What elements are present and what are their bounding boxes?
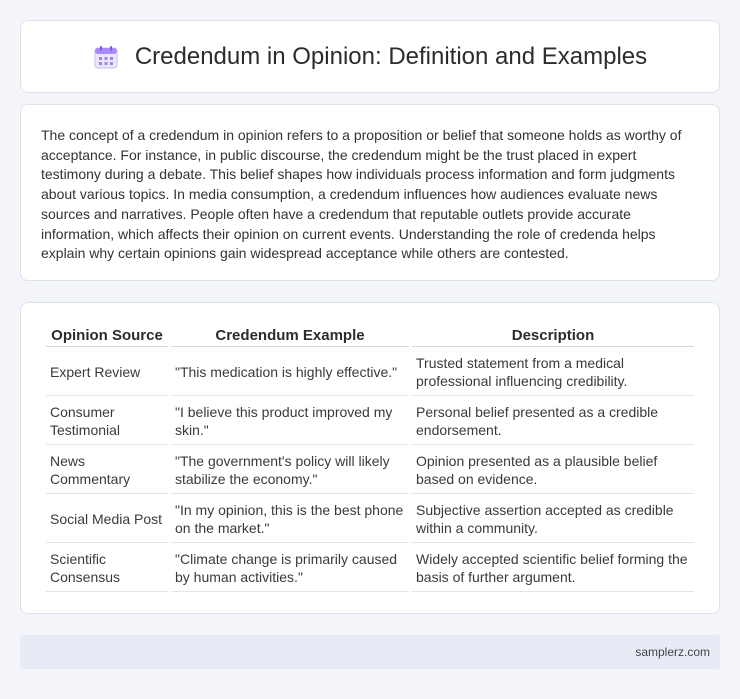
credendum-table — [43, 323, 697, 592]
cell-source: Scientific Consensus — [46, 543, 168, 592]
cell-description: Widely accepted scientific belief forming the basis of further argument. — [412, 543, 694, 592]
cell-example: "I believe this product improved my skin." — [171, 396, 409, 445]
table-row — [46, 494, 694, 543]
footer-site-link[interactable]: samplerz.com — [635, 645, 710, 659]
cell-source: Social Media Post — [46, 494, 168, 543]
table-row — [46, 445, 694, 494]
calendar-icon — [93, 44, 119, 70]
table-row — [46, 543, 694, 592]
table-row — [46, 396, 694, 445]
footer — [20, 635, 720, 669]
cell-description: Personal belief presented as a credible endorsement. — [412, 396, 694, 445]
cell-description: Opinion presented as a plausible belief based on evidence. — [412, 445, 694, 494]
table-row — [46, 347, 694, 396]
table-card — [20, 302, 720, 614]
header-opinion-source: Opinion Source — [46, 323, 168, 347]
cell-description: Subjective assertion accepted as credible within a community. — [412, 494, 694, 543]
intro-paragraph: The concept of a credendum in opinion refers to a proposition or belief that someone holds as worthy of acceptance. For instance, in public discourse, the credendum might be the trust placed in expert testimony during a debate. This belief shapes how individuals process information and form judgments about various topics. In media consumption, a credendum influences how audiences evaluate news sources and narratives. People often have a credendum that reputable outlets provide accurate information, which affects their opinion on current events. Understanding the role of credenda helps explain why certain opinions gain widespread acceptance while others are contested. — [41, 127, 682, 262]
page-title: Credendum in Opinion: Definition and Examples — [134, 42, 648, 70]
cell-example: "In my opinion, this is the best phone on the market." — [171, 494, 409, 543]
cell-example: "This medication is highly effective." — [171, 347, 409, 396]
title-card — [20, 20, 720, 93]
cell-source: News Commentary — [46, 445, 168, 494]
header-description: Description — [412, 323, 694, 347]
table-header-row — [46, 323, 694, 347]
intro-card — [20, 104, 720, 281]
cell-example: "Climate change is primarily caused by human activities." — [171, 543, 409, 592]
cell-description: Trusted statement from a medical professional influencing credibility. — [412, 347, 694, 396]
cell-source: Consumer Testimonial — [46, 396, 168, 445]
cell-example: "The government's policy will likely stabilize the economy." — [171, 445, 409, 494]
cell-source: Expert Review — [46, 347, 168, 396]
header-credendum-example: Credendum Example — [171, 323, 409, 347]
